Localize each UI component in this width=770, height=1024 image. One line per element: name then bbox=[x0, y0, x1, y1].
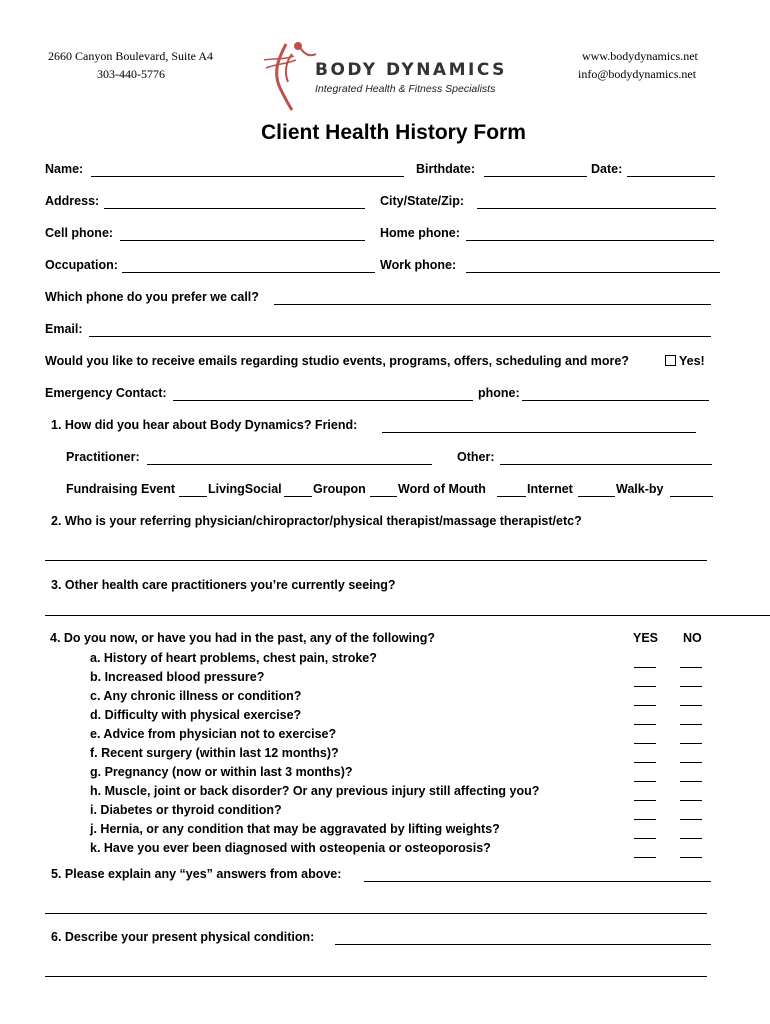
source-groupon-field[interactable] bbox=[370, 496, 397, 497]
no-column-header: NO bbox=[683, 631, 702, 645]
cell-phone-field[interactable] bbox=[120, 240, 365, 241]
name-label: Name: bbox=[45, 162, 84, 176]
condition-g: g. Pregnancy (now or within last 3 months)? bbox=[90, 765, 353, 779]
address-label: Address: bbox=[45, 194, 100, 208]
question-3: 3. Other health care practitioners you’re currently seeing? bbox=[51, 578, 396, 592]
condition-f-yes[interactable] bbox=[634, 762, 656, 763]
condition-i: i. Diabetes or thyroid condition? bbox=[90, 803, 282, 817]
condition-j-yes[interactable] bbox=[634, 838, 656, 839]
cell-phone-label: Cell phone: bbox=[45, 226, 114, 240]
emails-yes-option[interactable] bbox=[665, 354, 705, 368]
page-title: Client Health History Form bbox=[261, 121, 526, 144]
birthdate-field[interactable] bbox=[484, 176, 587, 177]
source-word-of-mouth: Word of Mouth bbox=[398, 482, 486, 496]
source-internet: Internet bbox=[527, 482, 573, 496]
emails-question: Would you like to receive emails regarding studio events, programs, offers, scheduling and more? bbox=[45, 354, 629, 368]
source-livingsocial-field[interactable] bbox=[284, 496, 312, 497]
condition-g-no[interactable] bbox=[680, 781, 702, 782]
emergency-contact-field[interactable] bbox=[173, 400, 473, 401]
condition-a-no[interactable] bbox=[680, 667, 702, 668]
emergency-phone-field[interactable] bbox=[522, 400, 709, 401]
yes-explanation-field[interactable] bbox=[364, 881, 711, 882]
condition-k-no[interactable] bbox=[680, 857, 702, 858]
condition-k: k. Have you ever been diagnosed with osteopenia or osteoporosis? bbox=[90, 841, 491, 855]
address-field[interactable] bbox=[104, 208, 365, 209]
condition-f: f. Recent surgery (within last 12 months)? bbox=[90, 746, 339, 760]
email-field[interactable] bbox=[89, 336, 711, 337]
studio-address: 2660 Canyon Boulevard, Suite A4 bbox=[48, 49, 213, 63]
question-6: 6. Describe your present physical condition: bbox=[51, 930, 315, 944]
physical-condition-field[interactable] bbox=[335, 944, 711, 945]
condition-h-no[interactable] bbox=[680, 800, 702, 801]
source-word-of-mouth-field[interactable] bbox=[497, 496, 526, 497]
other-field[interactable] bbox=[500, 464, 712, 465]
occupation-label: Occupation: bbox=[45, 258, 118, 272]
emails-yes-label: Yes! bbox=[679, 354, 705, 368]
condition-h: h. Muscle, joint or back disorder? Or any previous injury still affecting you? bbox=[90, 784, 540, 798]
home-phone-field[interactable] bbox=[466, 240, 714, 241]
logo-tagline: Integrated Health & Fitness Specialists bbox=[315, 83, 496, 95]
question-5: 5. Please explain any “yes” answers from above: bbox=[51, 867, 342, 881]
studio-phone: 303-440-5776 bbox=[97, 67, 165, 81]
condition-b-no[interactable] bbox=[680, 686, 702, 687]
other-label: Other: bbox=[457, 450, 495, 464]
work-phone-label: Work phone: bbox=[380, 258, 457, 272]
source-groupon: Groupon bbox=[313, 482, 366, 496]
date-label: Date: bbox=[591, 162, 623, 176]
condition-e-no[interactable] bbox=[680, 743, 702, 744]
logo-name: BODY DYNAMICS bbox=[315, 60, 507, 80]
condition-e: e. Advice from physician not to exercise? bbox=[90, 727, 337, 741]
practitioner-label: Practitioner: bbox=[66, 450, 140, 464]
source-fundraising: Fundraising Event bbox=[66, 482, 176, 496]
yes-column-header: YES bbox=[633, 631, 659, 645]
email-label: Email: bbox=[45, 322, 83, 336]
studio-website: www.bodydynamics.net bbox=[582, 49, 698, 63]
city-state-zip-label: City/State/Zip: bbox=[380, 194, 465, 208]
condition-d: d. Difficulty with physical exercise? bbox=[90, 708, 302, 722]
condition-i-no[interactable] bbox=[680, 819, 702, 820]
preferred-phone-label: Which phone do you prefer we call? bbox=[45, 290, 259, 304]
condition-a-yes[interactable] bbox=[634, 667, 656, 668]
name-field[interactable] bbox=[91, 176, 404, 177]
condition-d-no[interactable] bbox=[680, 724, 702, 725]
condition-h-yes[interactable] bbox=[634, 800, 656, 801]
condition-f-no[interactable] bbox=[680, 762, 702, 763]
friend-field[interactable] bbox=[382, 432, 696, 433]
city-state-zip-field[interactable] bbox=[477, 208, 716, 209]
other-practitioners-field[interactable] bbox=[45, 615, 770, 616]
source-walk-by-field[interactable] bbox=[670, 496, 713, 497]
practitioner-field[interactable] bbox=[147, 464, 432, 465]
question-2: 2. Who is your referring physician/chiropractor/physical therapist/massage therapist/etc? bbox=[51, 514, 582, 528]
condition-d-yes[interactable] bbox=[634, 724, 656, 725]
studio-email: info@bodydynamics.net bbox=[578, 67, 697, 81]
birthdate-label: Birthdate: bbox=[416, 162, 476, 176]
source-fundraising-field[interactable] bbox=[179, 496, 207, 497]
source-walk-by: Walk-by bbox=[616, 482, 664, 496]
condition-g-yes[interactable] bbox=[634, 781, 656, 782]
logo-figure-icon bbox=[258, 36, 320, 112]
condition-c-yes[interactable] bbox=[634, 705, 656, 706]
checkbox-icon[interactable] bbox=[665, 355, 676, 366]
referring-physician-field[interactable] bbox=[45, 560, 707, 561]
condition-b-yes[interactable] bbox=[634, 686, 656, 687]
occupation-field[interactable] bbox=[122, 272, 375, 273]
question-1: 1. How did you hear about Body Dynamics? Friend: bbox=[51, 418, 358, 432]
work-phone-field[interactable] bbox=[466, 272, 720, 273]
condition-j-no[interactable] bbox=[680, 838, 702, 839]
condition-b: b. Increased blood pressure? bbox=[90, 670, 265, 684]
logo bbox=[258, 36, 518, 112]
condition-a: a. History of heart problems, chest pain, stroke? bbox=[90, 651, 377, 665]
yes-explanation-field-2[interactable] bbox=[45, 913, 707, 914]
question-4: 4. Do you now, or have you had in the past, any of the following? bbox=[50, 631, 435, 645]
date-field[interactable] bbox=[627, 176, 715, 177]
condition-i-yes[interactable] bbox=[634, 819, 656, 820]
condition-j: j. Hernia, or any condition that may be aggravated by lifting weights? bbox=[90, 822, 500, 836]
condition-c-no[interactable] bbox=[680, 705, 702, 706]
emergency-phone-label: phone: bbox=[478, 386, 520, 400]
home-phone-label: Home phone: bbox=[380, 226, 460, 240]
physical-condition-field-2[interactable] bbox=[45, 976, 707, 977]
condition-e-yes[interactable] bbox=[634, 743, 656, 744]
condition-c: c. Any chronic illness or condition? bbox=[90, 689, 302, 703]
preferred-phone-field[interactable] bbox=[274, 304, 711, 305]
source-livingsocial: LivingSocial bbox=[208, 482, 282, 496]
emergency-contact-label: Emergency Contact: bbox=[45, 386, 167, 400]
source-internet-field[interactable] bbox=[578, 496, 615, 497]
condition-k-yes[interactable] bbox=[634, 857, 656, 858]
